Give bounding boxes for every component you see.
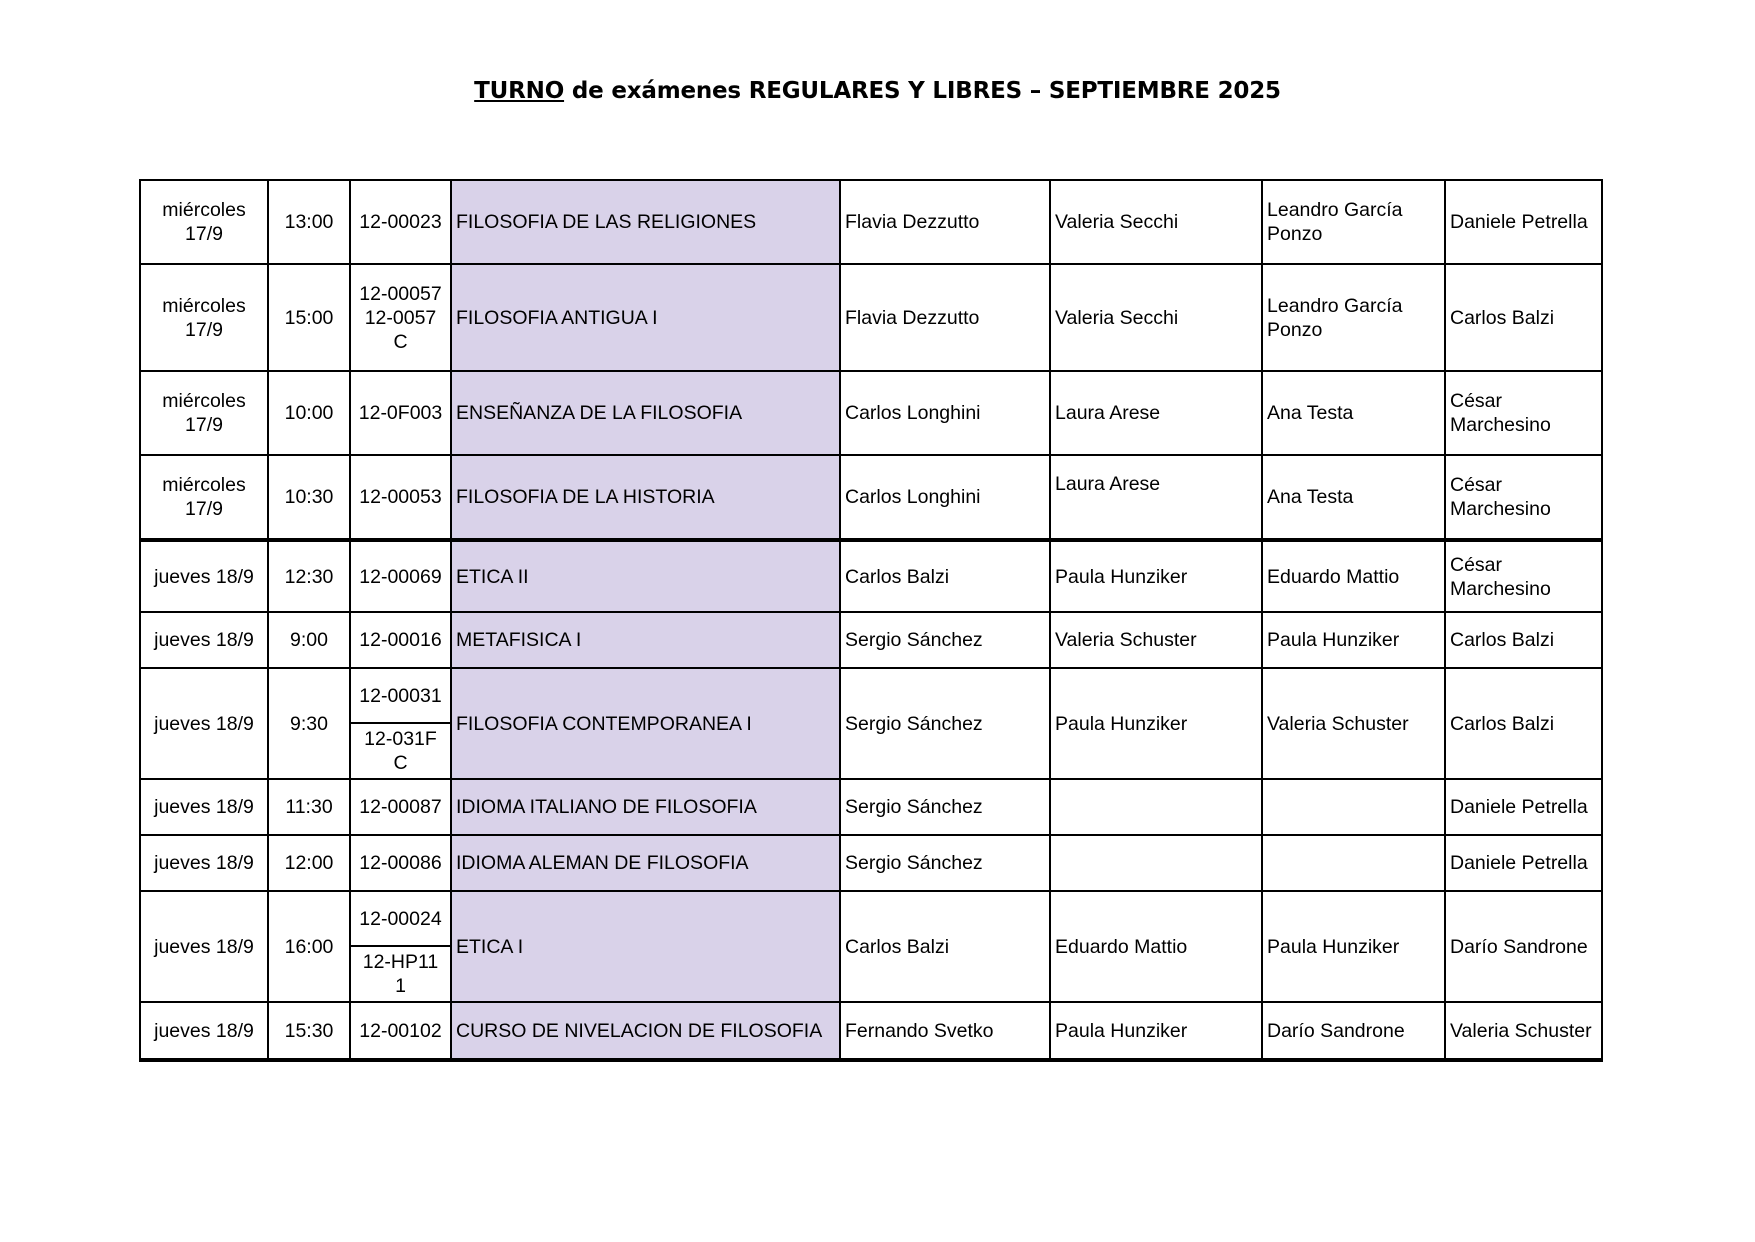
code-cell: 12-031F C <box>350 723 451 779</box>
subject-cell: METAFISICA I <box>451 612 840 668</box>
time-cell: 9:00 <box>268 612 350 668</box>
subject-cell: IDIOMA ALEMAN DE FILOSOFIA <box>451 835 840 891</box>
examiner-1-cell: Sergio Sánchez <box>840 668 1050 779</box>
table-row <box>140 455 1602 540</box>
code-cell: 12-00102 <box>350 1002 451 1060</box>
examiner-2-cell: Valeria Secchi <box>1050 264 1262 371</box>
subject-cell: CURSO DE NIVELACION DE FILOSOFIA <box>451 1002 840 1060</box>
examiner-2-cell: Laura Arese <box>1050 371 1262 455</box>
table-row <box>140 835 1602 891</box>
table-row <box>140 180 1602 264</box>
examiner-4-cell: Carlos Balzi <box>1445 668 1602 779</box>
examiner-1-cell: Fernando Svetko <box>840 1002 1050 1060</box>
table-row <box>140 891 1602 946</box>
subject-cell: IDIOMA ITALIANO DE FILOSOFIA <box>451 779 840 835</box>
subject-cell: ETICA I <box>451 891 840 1002</box>
examiner-3-cell: Paula Hunziker <box>1262 891 1445 1002</box>
examiner-2-cell: Valeria Secchi <box>1050 180 1262 264</box>
code-cell: 12-00086 <box>350 835 451 891</box>
subject-cell: FILOSOFIA DE LA HISTORIA <box>451 455 840 540</box>
examiner-3-cell: Darío Sandrone <box>1262 1002 1445 1060</box>
subject-cell: ENSEÑANZA DE LA FILOSOFIA <box>451 371 840 455</box>
examiner-4-cell: César Marchesino <box>1445 371 1602 455</box>
table-row <box>140 779 1602 835</box>
examiner-4-cell: Darío Sandrone <box>1445 891 1602 1002</box>
day-cell: miércoles 17/9 <box>140 455 268 540</box>
page-title <box>0 78 1755 104</box>
table-row <box>140 371 1602 455</box>
examiner-2-cell <box>1050 835 1262 891</box>
examiner-2-cell: Valeria Schuster <box>1050 612 1262 668</box>
examiner-2-cell: Paula Hunziker <box>1050 540 1262 612</box>
day-cell: jueves 18/9 <box>140 891 268 1002</box>
examiner-1-cell: Flavia Dezzutto <box>840 264 1050 371</box>
subject-cell: FILOSOFIA DE LAS RELIGIONES <box>451 180 840 264</box>
code-cell: 12-00087 <box>350 779 451 835</box>
time-cell: 10:00 <box>268 371 350 455</box>
subject-cell: FILOSOFIA CONTEMPORANEA I <box>451 668 840 779</box>
time-cell: 10:30 <box>268 455 350 540</box>
time-cell: 9:30 <box>268 668 350 779</box>
examiner-3-cell <box>1262 835 1445 891</box>
code-cell: 12-00023 <box>350 180 451 264</box>
examiner-3-cell: Leandro García Ponzo <box>1262 180 1445 264</box>
code-cell <box>350 264 451 371</box>
exam-schedule-table <box>139 179 1603 1062</box>
code-cell: 12-00031 <box>350 668 451 723</box>
title-underlined: TURNO <box>474 78 565 104</box>
code-cell: 12-00053 <box>350 455 451 540</box>
examiner-1-cell: Carlos Longhini <box>840 371 1050 455</box>
code-cell: 12-HP11 1 <box>350 946 451 1002</box>
table-row <box>140 1002 1602 1060</box>
examiner-3-cell: Valeria Schuster <box>1262 668 1445 779</box>
day-cell: jueves 18/9 <box>140 668 268 779</box>
examiner-3-cell <box>1262 779 1445 835</box>
code-cell: 12-0F003 <box>350 371 451 455</box>
time-cell: 11:30 <box>268 779 350 835</box>
examiner-1-cell: Sergio Sánchez <box>840 612 1050 668</box>
day-cell: jueves 18/9 <box>140 540 268 612</box>
code-cell: 12-00024 <box>350 891 451 946</box>
day-cell: miércoles 17/9 <box>140 180 268 264</box>
examiner-4-cell: Daniele Petrella <box>1445 180 1602 264</box>
examiner-2-cell: Laura Arese <box>1050 455 1262 540</box>
examiner-4-cell: Daniele Petrella <box>1445 835 1602 891</box>
subject-cell: FILOSOFIA ANTIGUA I <box>451 264 840 371</box>
title-rest: de exámenes REGULARES Y LIBRES – SEPTIEMBRE 2025 <box>564 78 1281 104</box>
examiner-4-cell: César Marchesino <box>1445 455 1602 540</box>
examiner-1-cell: Sergio Sánchez <box>840 779 1050 835</box>
examiner-4-cell: Carlos Balzi <box>1445 264 1602 371</box>
day-cell: miércoles 17/9 <box>140 371 268 455</box>
examiner-4-cell: Carlos Balzi <box>1445 612 1602 668</box>
code-primary: 12-00057 <box>359 282 442 305</box>
examiner-2-cell: Eduardo Mattio <box>1050 891 1262 1002</box>
examiner-3-cell: Paula Hunziker <box>1262 612 1445 668</box>
time-cell: 13:00 <box>268 180 350 264</box>
examiner-3-cell: Ana Testa <box>1262 455 1445 540</box>
time-cell: 15:00 <box>268 264 350 371</box>
day-cell: jueves 18/9 <box>140 779 268 835</box>
examiner-2-cell: Paula Hunziker <box>1050 668 1262 779</box>
examiner-4-cell: César Marchesino <box>1445 540 1602 612</box>
examiner-1-cell: Carlos Longhini <box>840 455 1050 540</box>
table-row <box>140 540 1602 612</box>
subject-cell: ETICA II <box>451 540 840 612</box>
time-cell: 12:00 <box>268 835 350 891</box>
day-cell: jueves 18/9 <box>140 835 268 891</box>
examiner-3-cell: Leandro García Ponzo <box>1262 264 1445 371</box>
table-row <box>140 264 1602 371</box>
day-cell: jueves 18/9 <box>140 1002 268 1060</box>
code-secondary: 12-0057 C <box>364 306 437 353</box>
examiner-1-cell: Carlos Balzi <box>840 540 1050 612</box>
examiner-3-cell: Ana Testa <box>1262 371 1445 455</box>
code-cell: 12-00016 <box>350 612 451 668</box>
day-cell: miércoles 17/9 <box>140 264 268 371</box>
examiner-1-cell: Flavia Dezzutto <box>840 180 1050 264</box>
examiner-1-cell: Carlos Balzi <box>840 891 1050 1002</box>
table-row <box>140 612 1602 668</box>
examiner-1-cell: Sergio Sánchez <box>840 835 1050 891</box>
day-cell: jueves 18/9 <box>140 612 268 668</box>
examiner-3-cell: Eduardo Mattio <box>1262 540 1445 612</box>
examiner-2-cell <box>1050 779 1262 835</box>
examiner-4-cell: Daniele Petrella <box>1445 779 1602 835</box>
table-row <box>140 668 1602 723</box>
examiner-4-cell: Valeria Schuster <box>1445 1002 1602 1060</box>
time-cell: 12:30 <box>268 540 350 612</box>
examiner-2-cell: Paula Hunziker <box>1050 1002 1262 1060</box>
time-cell: 15:30 <box>268 1002 350 1060</box>
code-cell: 12-00069 <box>350 540 451 612</box>
time-cell: 16:00 <box>268 891 350 1002</box>
